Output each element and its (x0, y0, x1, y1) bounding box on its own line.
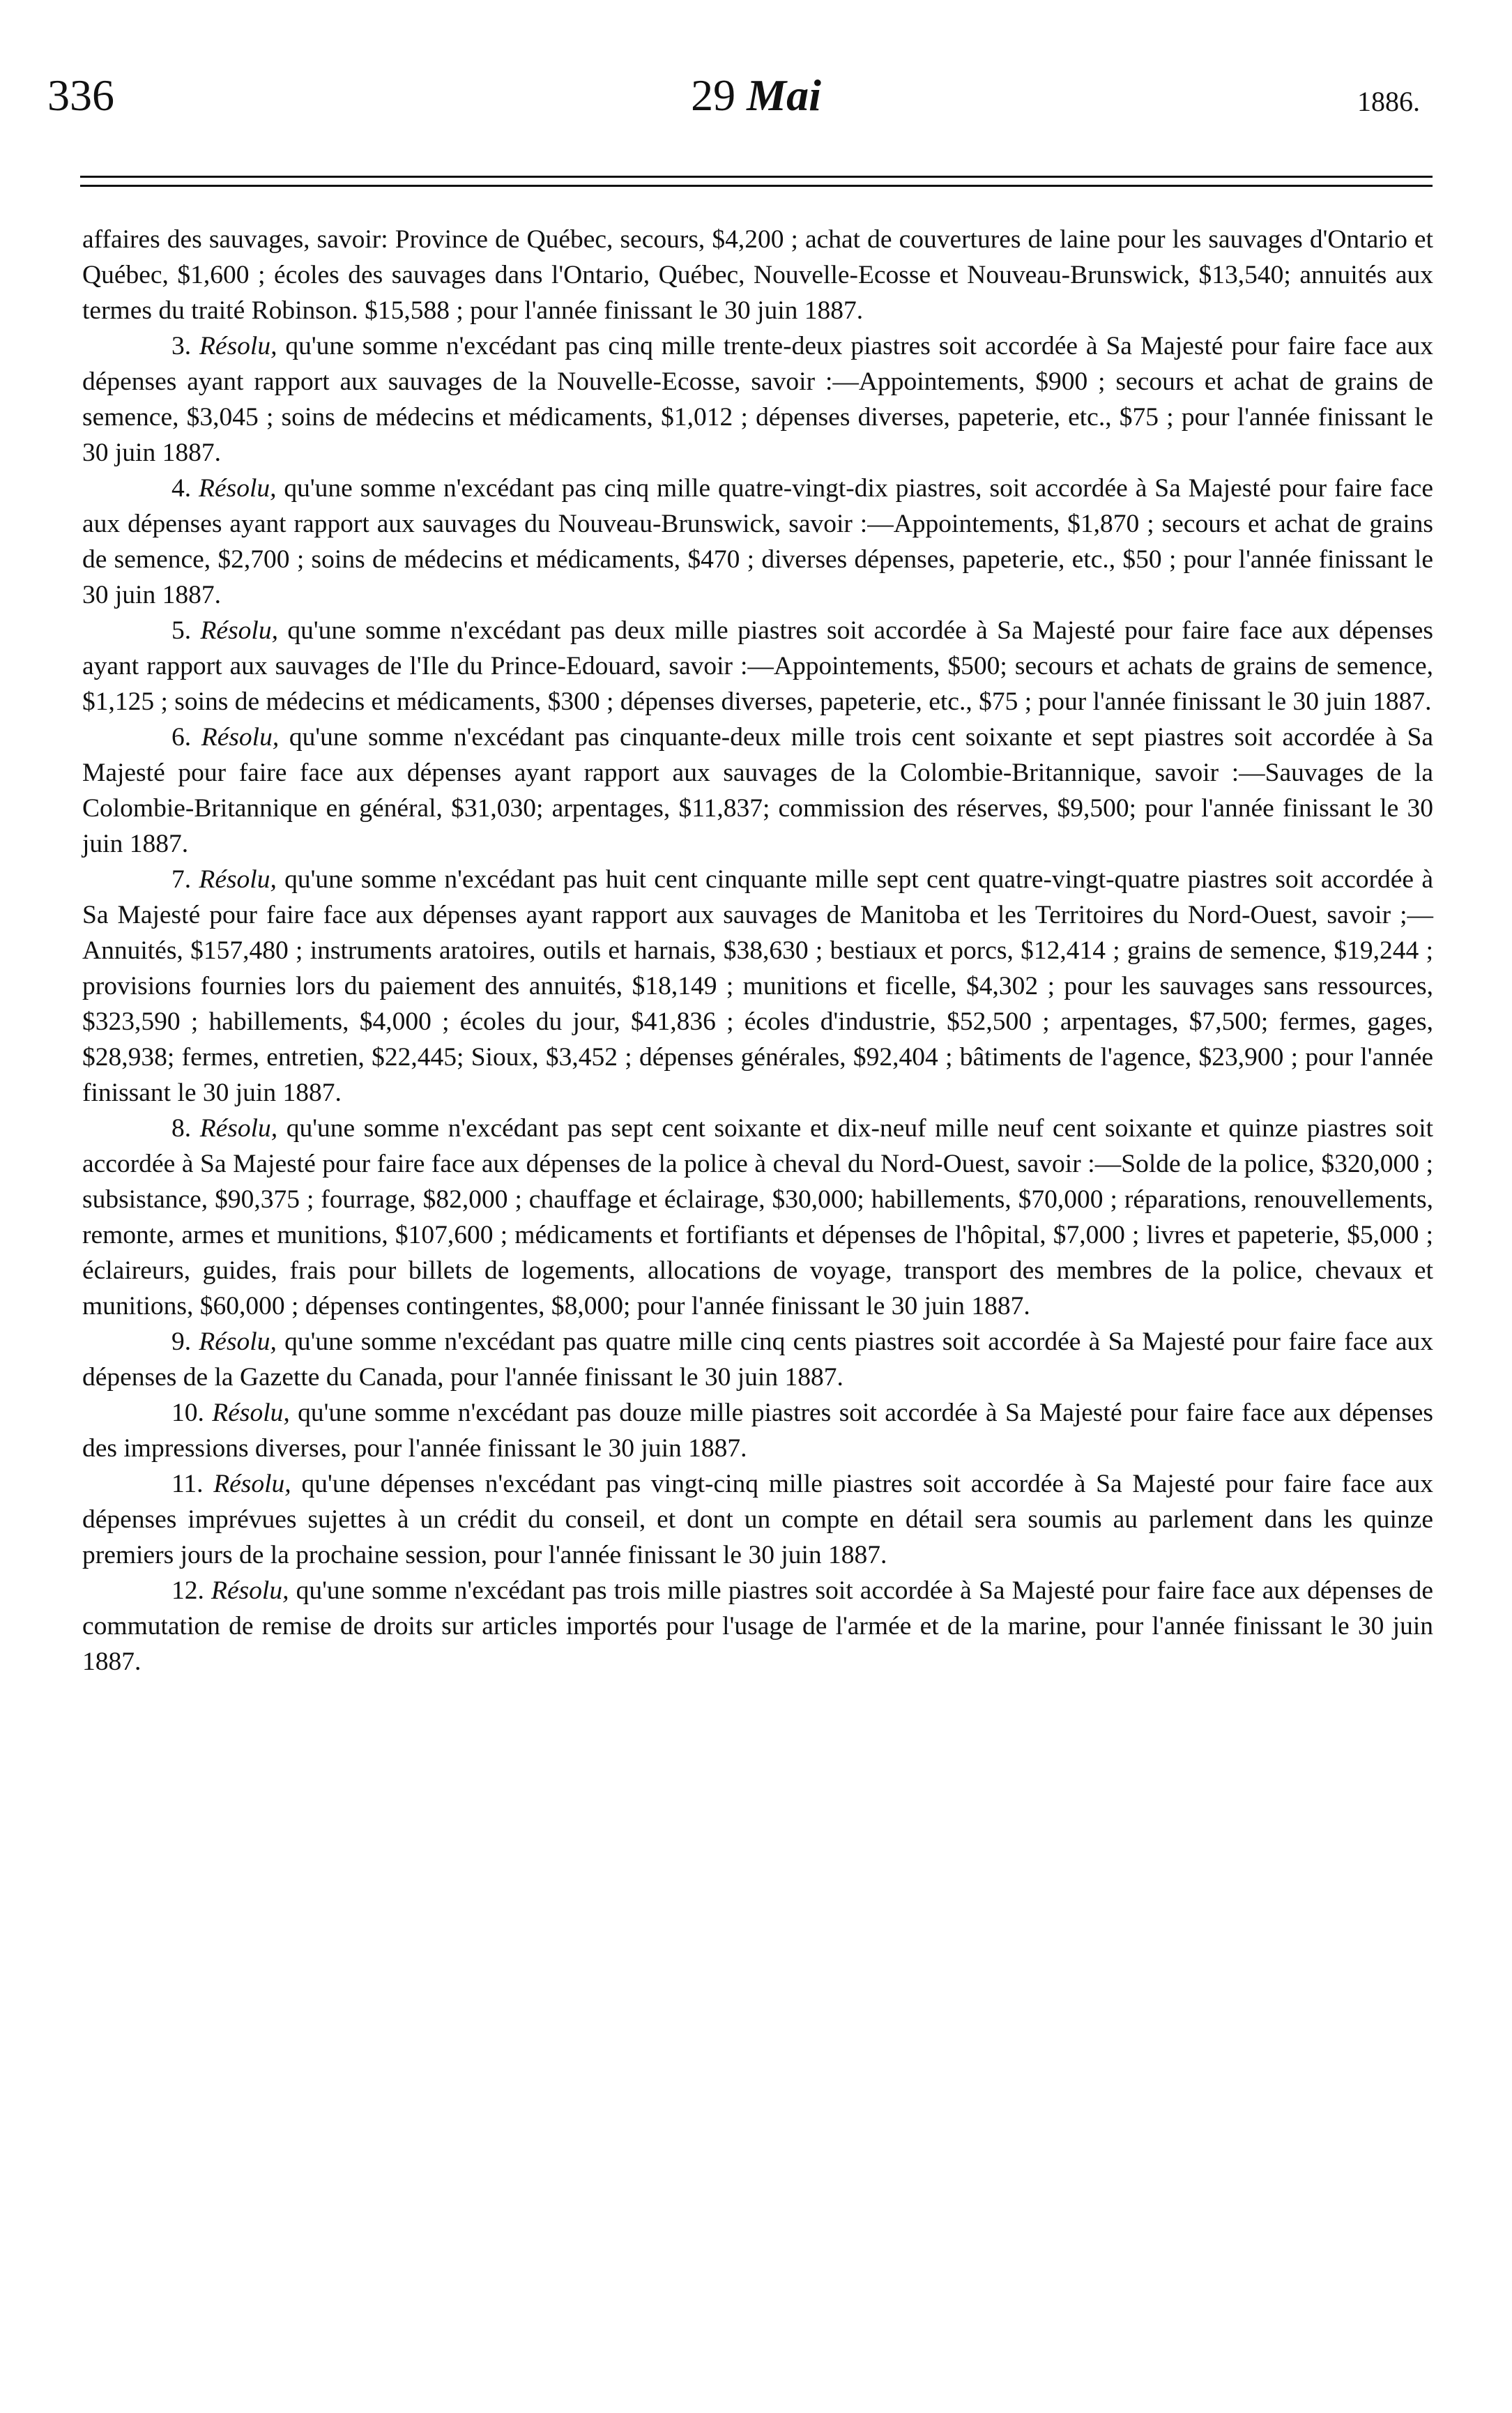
paragraph-9: 9. Résolu, qu'une somme n'excédant pas quatre mille cinq cents piastres soit accordée à Sa Majesté pour faire face aux dépenses de la Gazette du Canada, pour l'année finissant le 30 juin 1887. (82, 1327, 1434, 1392)
paragraph-7: 7. Résolu, qu'une somme n'excédant pas huit cent cinquante mille sept cent quatre-vingt-quatre piastres soit accordée à Sa Majesté pour faire face aux dépenses ayant rapport aux sauvages de Manitoba et les Territoires du Nord-Ouest, savoir ;—Annuités, $157,480 ; instruments aratoires, outils et harnais, $38,630 ; bestiaux et porcs, $12,414 ; grains de semence, $19,244 ; provisions fournies lors du paiement des annuités, $18,149 ; munitions et ficelle, $4,302 ; pour les sauvages sans ressources, $323,590 ; habillements, $4,000 ; écoles du jour, $41,836 ; écoles d'industrie, $52,500 ; arpentages, $7,500; fermes, gages, $28,938; fermes, entretien, $22,445; Sioux, $3,452 ; dépenses générales, $92,404 ; bâtiments de l'agence, $23,900 ; pour l'année finissant le 30 juin 1887. (82, 865, 1433, 1107)
paragraph-3: 3. Résolu, qu'une somme n'excédant pas cinq mille trente-deux piastres soit accordée à Sa Majesté pour faire face aux dépenses ayant rapport aux sauvages de la Nouvelle-Ecosse, savoir :—Appointements, $900 ; secours et achat de grains de semence, $3,045 ; soins de médecins et médicaments, $1,012 ; dépenses diverses, papeterie, etc., $75 ; pour l'année finissant le 30 juin 1887. (82, 332, 1434, 467)
paragraph-12: 12. Résolu, qu'une somme n'excédant pas trois mille piastres soit accordée à Sa Majesté pour faire face aux dépenses de commutation de remise de droits sur articles importés pour l'usage de l'armée et de la marine, pour l'année finissant le 30 juin 1887. (82, 1576, 1434, 1676)
header-rule-top (80, 176, 1433, 178)
title-day: 29 (691, 70, 736, 120)
document-body (82, 222, 1433, 1680)
page-number: 336 (47, 70, 114, 120)
paragraph-5: 5. Résolu, qu'une somme n'excédant pas deux mille piastres soit accordée à Sa Majesté pour faire face aux dépenses ayant rapport aux sauvages de l'Ile du Prince-Edouard, savoir :—Appointements, $500; secours et achats de grains de semence, $1,125 ; soins de médecins et médicaments, $300 ; dépenses diverses, papeterie, etc., $75 ; pour l'année finissant le 30 juin 1887. (82, 616, 1434, 716)
paragraph-continuation: affaires des sauvages, savoir: Province de Québec, secours, $4,200 ; achat de couvertures de laine pour les sauvages d'Ontario et Québec, $1,600 ; écoles des sauvages dans l'Ontario, Québec, Nouvelle-Ecosse et Nouveau-Brunswick, $13,540; annuités aux termes du traité Robinson. $15,588 ; pour l'année finissant le 30 juin 1887. (82, 225, 1433, 325)
paragraph-11: 11. Résolu, qu'une dépenses n'excédant pas vingt-cinq mille piastres soit accordée à Sa Majesté pour faire face aux dépenses imprévues sujettes à un crédit du conseil, et dont un compte en détail sera soumis au parlement dans les quinze premiers jours de la prochaine session, pour l'année finissant le 30 juin 1887. (82, 1470, 1434, 1569)
header-rule-bottom (80, 185, 1433, 187)
page-title (0, 70, 1512, 121)
paragraph-10: 10. Résolu, qu'une somme n'excédant pas douze mille piastres soit accordée à Sa Majesté pour faire face aux dépenses des impressions diverses, pour l'année finissant le 30 juin 1887. (82, 1399, 1434, 1463)
paragraph-6: 6. Résolu, qu'une somme n'excédant pas cinquante-deux mille trois cent soixante et sept piastres soit accordée à Sa Majesté pour faire face aux dépenses ayant rapport aux sauvages de la Colombie-Britannique, savoir :—Sauvages de la Colombie-Britannique en général, $31,030; arpentages, $11,837; commission des réserves, $9,500; pour l'année finissant le 30 juin 1887. (82, 723, 1434, 858)
title-month: Mai (747, 70, 821, 120)
paragraph-8: 8. Résolu, qu'une somme n'excédant pas sept cent soixante et dix-neuf mille neuf cent soixante et quinze piastres soit accordée à Sa Majesté pour faire face aux dépenses de la police à cheval du Nord-Ouest, savoir :—Solde de la police, $320,000 ; subsistance, $90,375 ; fourrage, $82,000 ; chauffage et éclairage, $30,000; habillements, $70,000 ; réparations, renouvellements, remonte, armes et munitions, $107,600 ; médicaments et fortifiants et dépenses de l'hôpital, $7,000 ; livres et papeterie, $5,000 ; éclaireurs, guides, frais pour billets de logements, allocations de voyage, transport des membres de la police, chevaux et munitions, $60,000 ; dépenses contingentes, $8,000; pour l'année finissant le 30 juin 1887. (82, 1114, 1434, 1320)
page-year: 1886. (1357, 86, 1420, 117)
paragraph-4: 4. Résolu, qu'une somme n'excédant pas cinq mille quatre-vingt-dix piastres, soit accordée à Sa Majesté pour faire face aux dépenses ayant rapport aux sauvages du Nouveau-Brunswick, savoir :—Appointements, $1,870 ; secours et achat de grains de semence, $2,700 ; soins de médecins et médicaments, $470 ; diverses dépenses, papeterie, etc., $50 ; pour l'année finissant le 30 juin 1887. (82, 474, 1433, 609)
